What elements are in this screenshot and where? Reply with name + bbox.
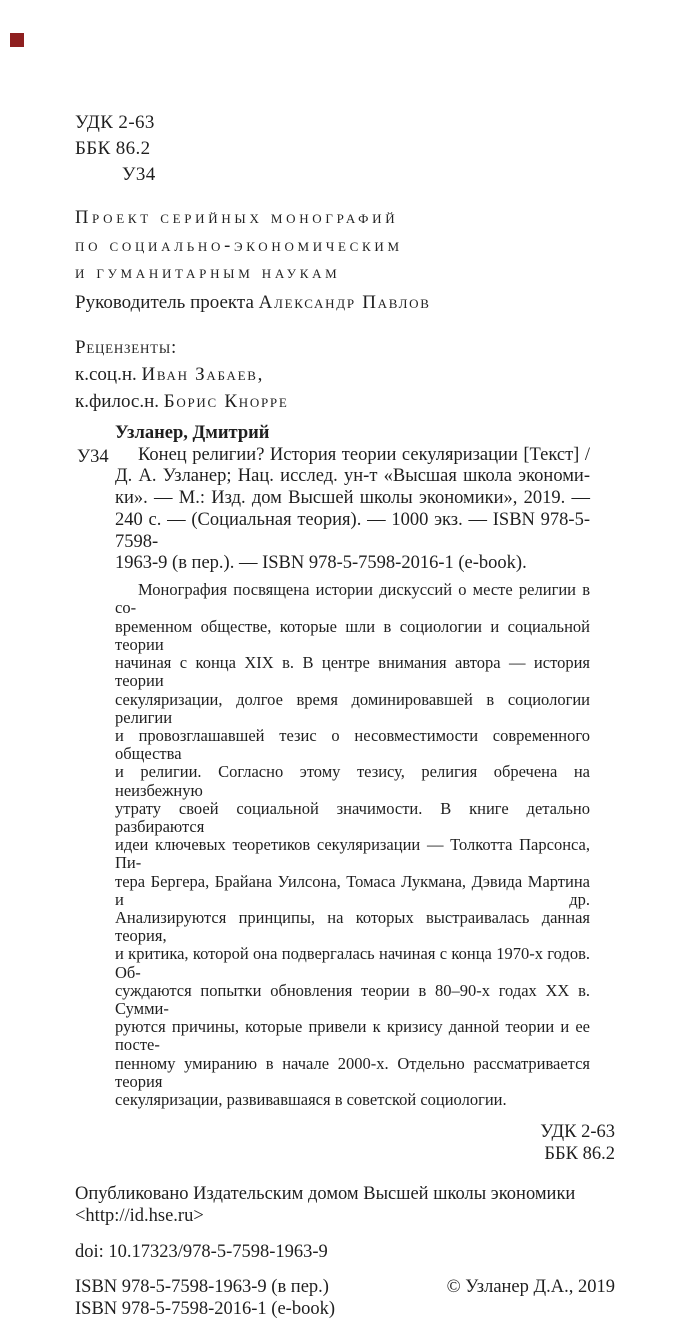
annotation-line: руются причины, которые привели к кризису данной теории и ее посте-	[115, 1017, 590, 1055]
cataloging-text-line: Конец религии? История теории секуляризации [Текст] /	[138, 444, 590, 465]
annotation-line: Монография посвящена истории дискуссий о месте религии в со-	[115, 580, 590, 618]
publisher-url: <http://id.hse.ru>	[75, 1206, 204, 1227]
annotation-line: и провозглашавшей тезис о несовместимости современного общества	[115, 725, 590, 764]
project-head-line	[75, 292, 615, 314]
annotation-line: и критика, которой она подвергалась начиная с конца 1970-х годов. Об-	[115, 944, 590, 982]
bbk-code-top: ББК 86.2	[75, 138, 151, 159]
reviewer-degree: к.соц.н.	[75, 363, 142, 385]
udk-code-bottom: УДК 2-63	[540, 1122, 615, 1143]
annotation-line: Анализируются принципы, на которых выстраивалась данная теория,	[115, 907, 590, 946]
cataloging-text-line: 240 с. — (Социальная теория). — 1000 экз. — ISBN 978-5-7598-	[115, 509, 590, 552]
annotation-line: и религии. Согласно этому тезису, религия обречена на неизбежную	[115, 762, 590, 800]
reviewer-name: Иван Забаев,	[141, 363, 265, 385]
reviewer-degree: к.филос.н.	[75, 390, 164, 412]
cataloging-text	[115, 445, 590, 576]
doi-line: doi: 10.17323/978-5-7598-1963-9	[75, 1242, 328, 1263]
isbn-print: ISBN 978-5-7598-1963-9 (в пер.)	[75, 1277, 329, 1298]
series-title-line: Проект серийных монографий	[75, 208, 399, 228]
isbn-copyright-row	[75, 1276, 615, 1320]
isbn-ebook: ISBN 978-5-7598-2016-1 (e-book)	[75, 1299, 335, 1320]
annotation-line: временном обществе, которые шли в социологии и социальной теории	[115, 616, 590, 654]
annotation-line: суждаются попытки обновления теории в 80–90-х годах XX в. Сумми-	[115, 980, 590, 1018]
annotation-line: пенному умиранию в начале 2000-х. Отдельно рассматривается теория	[115, 1053, 590, 1091]
red-square-marker	[10, 33, 24, 47]
series-title-line: по социально-экономическим	[75, 235, 403, 256]
reviewers-label: Рецензенты:	[75, 336, 177, 358]
series-title-line: и гуманитарным наукам	[75, 263, 341, 283]
reviewer-line	[75, 361, 615, 388]
annotation-line: секуляризации, развивавшаяся в советской социологии.	[115, 1089, 507, 1109]
isbn-block	[75, 1276, 335, 1320]
annotation-line: начиная с конца XIX в. В центре внимания автора — история теории	[115, 653, 590, 691]
reviewer-name: Борис Кнорре	[163, 390, 289, 412]
publisher-line: Опубликовано Издательским домом Высшей школы экономики	[75, 1184, 576, 1205]
project-head-name: Александр Павлов	[258, 291, 431, 313]
cataloging-text-line: 1963-9 (в пер.). — ISBN 978-5-7598-2016-1 (e-book).	[115, 553, 527, 574]
publisher-block	[75, 1183, 615, 1227]
cataloging-text-line: Д. А. Узланер; Нац. исслед. ун-т «Высшая школа экономи-	[115, 466, 590, 487]
bbk-code-bottom: ББК 86.2	[544, 1144, 615, 1165]
author-sign-top: У34	[122, 164, 156, 185]
udk-code-top: УДК 2-63	[75, 112, 155, 133]
annotation-line: идеи ключевых теоретиков секуляризации — Толкотта Парсонса, Пи-	[115, 835, 590, 873]
catalog-codes-bottom	[75, 1121, 615, 1165]
cataloging-text-line: ки». — М.: Изд. дом Высшей школы экономики», 2019. —	[115, 488, 590, 509]
annotation-line: утрату своей социальной значимости. В книге детально разбираются	[115, 798, 590, 836]
annotation-line: секуляризации, долгое время доминировавшей в социологии религии	[115, 689, 590, 727]
project-head-label: Руководитель проекта	[75, 291, 259, 313]
reviewers-block	[75, 334, 615, 415]
copyright-notice: © Узланер Д.А., 2019	[446, 1277, 615, 1298]
cataloging-author-header: Узланер, Дмитрий	[115, 422, 270, 443]
annotation-line: тера Бергера, Брайана Уилсона, Томаса Лукмана, Дэвида Мартина и др.	[115, 871, 590, 909]
reviewer-line	[75, 388, 615, 415]
annotation-paragraph	[115, 581, 590, 1109]
author-sign-margin: У34	[77, 446, 109, 467]
cataloging-entry	[75, 421, 615, 576]
catalog-codes-top	[75, 110, 615, 188]
series-title	[75, 205, 615, 288]
